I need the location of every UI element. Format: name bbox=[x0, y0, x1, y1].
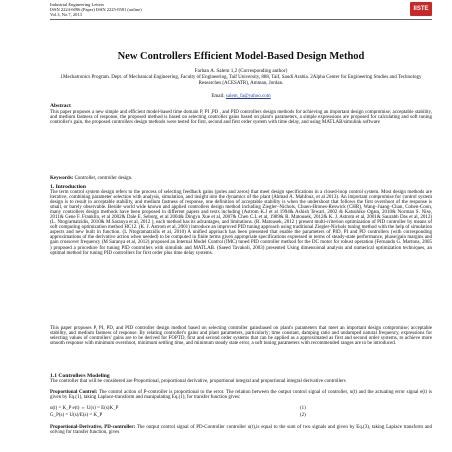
header-rule bbox=[50, 19, 432, 20]
paper-title: New Controllers Efficient Model-Based Design Method bbox=[117, 51, 365, 62]
email-link[interactable]: salem_fa@yahoo.com bbox=[225, 94, 271, 99]
intro-paragraph-1: The term control system design refers to the process of selecting feedback gains (poles and zeros) that meet design specifications in a closed-loop control system. Most design methods are iterative, combining parameter selection with analysis, simulation, and insight into the dynamics of the plant (Ahmad A. Mahfouz, et al 2013). An important compromise for control system design is to result in acceptable stability, and medium fastness of response, one definition of acceptable stability is when the undershoot that follows the first overshoot of the response is small, or barely observable. Beside world wide known and applied controllers design method including Ziegler–Nichols, Chuen-Hrones-Reswick (CHR), Wang–Juang–Chan, Cohen-Coon, many controllers design methods have been proposed in different papers and texts including (Astrom K.J et al 1994& Ashish Tewari, 2002 & Katsuhiko Ogata, 2010& Norman S. Nise, 2011& Gene F. Franklin, et al 2002& Dale E. Seborg, et al 2004& Dingyu Xue et al, 2007& Chen C.L et al, 1989& R. Matousek, 2012& K. J. Astrom et al, 2001& Saurabh Das et al, 2012) (L. Ntogramatzidis, 2010& M.Saranya et al, 2012 ), each method has its advantages, and limitations. (R. Matousek, 2012 ) present multi-criterion optimization of PID controller by means of soft computing optimization method HC12. (K. J. Astrom et al, 2001) introduce an improved PID tuning approach using traditional Ziegler-Nichols tuning method with the help of simulation aspects and new built in function. (L Ntogramatzidis et al, 2010) A unified approach has been presented that enable the parameters of PID, PI and PD controllers (with corresponding approximations of the derivative action when needed) to be computed in finite terms given appropriate specifications expressed in terms of steady-state performance, phase/gain margins and gain crossover frequency (M Saranya et al, 2012) proposed an Internal Model Control (IMC) tuned PID controller method for the DC motor for robust operation (Fernando G. Martons, 2005 ) proposed a procedure for tuning PID controllers with simulink and MATLAB. (Saeed Tavakoli, 2003) presented Using dimensional analysis and numerical optimization techniques, an optimal method for tuning PID controllers for first order plus time delay systems. bbox=[50, 190, 432, 256]
journal-volume: Vol.3, No.7, 2013 bbox=[50, 12, 82, 17]
email-line bbox=[50, 94, 432, 100]
equation-2-number: (2) bbox=[300, 413, 306, 418]
journal-issn: ISSN 2224-6096 (Paper) ISSN 2225-0581 (online) bbox=[50, 7, 142, 12]
pd-controller-text: The output control signal of PD-Controller controller u(t),is equal to the sum of two signals and given by Eq.(3), taking Laplace transform and solving for transfer function, gives bbox=[50, 425, 432, 436]
affiliation: 1Mechatronics Program. Dept. of Mechanical Engineering, Faculty of Engineering, Taif University, 888, Taif, Saudi Arabia. 2Alpha Center for Engineering Studies and Technology Researches (ACESATR), Amman, Jordan. bbox=[60, 75, 422, 86]
abstract-heading: Abstract bbox=[50, 103, 71, 109]
modeling-heading: 1.1 Controllers Modeling bbox=[50, 373, 110, 379]
pd-controller-paragraph bbox=[50, 425, 432, 435]
equation-1-text: u(t) = K_P e(t) ⇔ U(s) = E(s)K_P bbox=[50, 406, 119, 411]
proportional-control-text: The control action of P-controller is proportional to the error. The relation between the output control signal of controller, u(t) and the actuating error signal e(t) is given by Eq.(1), taking Laplace-transform and manipulating Eq.(1), for transfer function gives: bbox=[50, 390, 433, 401]
equation-2-text: G_P(s) = U(s)/E(s) = K_P bbox=[50, 413, 103, 418]
equation-2 bbox=[50, 413, 432, 419]
pd-controller-label: Proportional-Derivative, PD-controller: bbox=[50, 425, 136, 430]
keywords-text: Controller, controller design. bbox=[74, 176, 133, 181]
email-label: Email: bbox=[211, 94, 225, 99]
proportional-control-label: Proportional Control: bbox=[50, 390, 98, 395]
modeling-paragraph-1: The controller that will be considered are Proportional, proportional derivative, proportional integral and proportional integral derivative controllers bbox=[50, 379, 346, 384]
equation-1 bbox=[50, 406, 432, 412]
keywords-line bbox=[50, 176, 132, 181]
equation-1-number: (1) bbox=[300, 406, 306, 411]
iiste-logo: IISTE bbox=[410, 2, 432, 16]
journal-header bbox=[50, 2, 410, 17]
author-line: Farhan A. Salem 1,2 (Corresponding author) bbox=[194, 68, 288, 74]
intro-heading: 1. Introduction bbox=[50, 184, 86, 190]
proportional-control-paragraph bbox=[50, 390, 432, 406]
keywords-label: Keywords: bbox=[50, 176, 74, 181]
intro-paragraph-2: This paper proposes P, PI, PD, and PID controller design method based on selecting controller gainsbased on plant's parameters that meet an important design compromise; acceptable stability, and medium fastness of response. By relating controller's gains and plant parameters, particularly; time constant, damping ratio and undamped natural frequency, expressions for selecting values of controllers' gains are to be derived for FOPTD, first and second order systems that can be applied as a approximated as first and second order systems, to achieve more smooth response with minimum overshoot, minimum settling time, and minimum steady state error, a soft tuning parameters with recommended ranges are to be introduced. bbox=[50, 326, 432, 347]
journal-name: Industrial Engineering Letters bbox=[50, 2, 104, 7]
abstract-text: This paper proposes a new simple and efficient model-based time domain P, PI ,PD , and PID controllers design methods for achieving an important design compromise; acceptable stability, and medium fastness of response, the proposed method is based on selecting controller gains based on plant's parameters, a simple expressions are proposed for calculating and soft tuning controller's gain, the proposed controllers design methods were tested for first, second and first order system with time delay, and using MATLAB/simulink software bbox=[50, 110, 432, 126]
